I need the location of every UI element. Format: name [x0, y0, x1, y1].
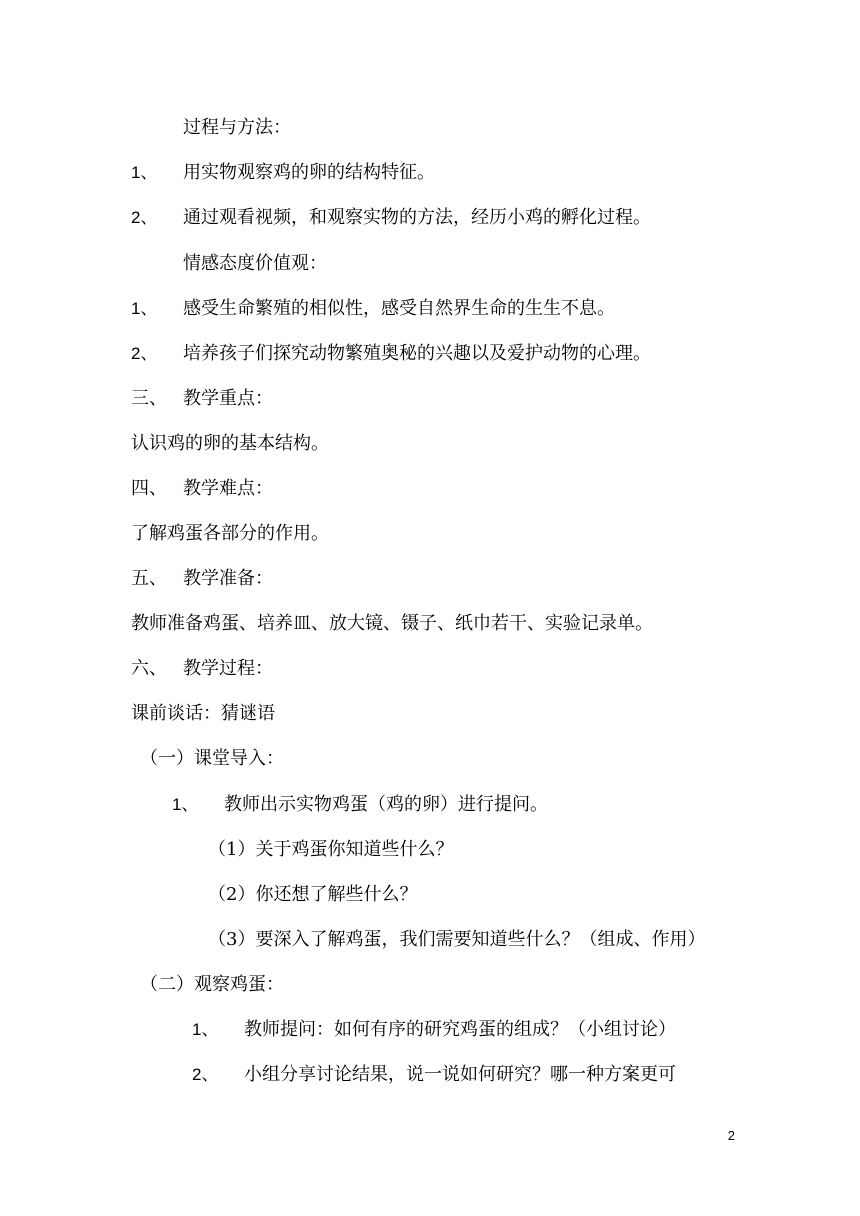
- line-text: 教学难点：: [183, 478, 273, 499]
- section-number: 六、: [131, 658, 167, 679]
- line-text: （1）关于鸡蛋你知道些什么？: [208, 839, 454, 860]
- line-text: 用实物观察鸡的卵的结构特征。: [183, 162, 435, 183]
- line-text: 过程与方法：: [183, 117, 291, 138]
- line-text: （一）课堂导入：: [140, 748, 284, 769]
- section-number: 五、: [131, 568, 167, 589]
- line-text: 小组分享讨论结果，说一说如何研究？哪一种方案更可: [244, 1064, 676, 1085]
- line-text: 通过观看视频，和观察实物的方法，经历小鸡的孵化过程。: [183, 207, 651, 228]
- list-number: 2、: [131, 344, 158, 363]
- line-text: 情感态度价值观：: [183, 253, 327, 274]
- line-text: 教师准备鸡蛋、培养皿、放大镜、镊子、纸巾若干、实验记录单。: [131, 613, 653, 634]
- paragraph: [131, 523, 329, 545]
- line-text: （二）观察鸡蛋：: [140, 974, 284, 995]
- list-number: 1、: [131, 163, 158, 182]
- list-number: 1、: [192, 1020, 219, 1039]
- heading-process-method: [183, 117, 291, 139]
- line-text: 认识鸡的卵的基本结构。: [131, 433, 329, 454]
- page-number: 2: [727, 1128, 735, 1143]
- paragraph: [131, 613, 653, 635]
- line-text: 教学准备：: [183, 568, 273, 589]
- line-text: 课前谈话：猜谜语: [131, 703, 275, 724]
- section-number: 四、: [131, 478, 167, 499]
- question-item: [208, 839, 453, 861]
- line-text: 培养孩子们探究动物繁殖奥秘的兴趣以及爱护动物的心理。: [183, 343, 651, 364]
- line-text: （2）你还想了解些什么？: [208, 884, 418, 905]
- list-number: 1、: [172, 795, 199, 814]
- paragraph: [131, 433, 329, 455]
- list-number: 2、: [131, 208, 158, 227]
- line-text: 教师提问：如何有序的研究鸡蛋的组成？（小组讨论）: [244, 1019, 676, 1040]
- subsection-heading: [140, 748, 284, 770]
- question-item: [208, 929, 705, 951]
- line-text: 教学过程：: [183, 658, 273, 679]
- paragraph: [131, 703, 275, 725]
- subsection-heading: [140, 974, 284, 996]
- list-number: 2、: [192, 1065, 219, 1084]
- line-text: （3）要深入了解鸡蛋，我们需要知道些什么？（组成、作用）: [208, 929, 706, 950]
- line-text: 感受生命繁殖的相似性，感受自然界生命的生生不息。: [183, 298, 615, 319]
- list-number: 1、: [131, 299, 158, 318]
- line-text: 教学重点：: [183, 388, 273, 409]
- line-text: 教师出示实物鸡蛋（鸡的卵）进行提问。: [224, 794, 548, 815]
- heading-emotion-values: [183, 253, 327, 275]
- question-item: [208, 884, 417, 906]
- line-text: 了解鸡蛋各部分的作用。: [131, 523, 329, 544]
- section-number: 三、: [131, 388, 167, 409]
